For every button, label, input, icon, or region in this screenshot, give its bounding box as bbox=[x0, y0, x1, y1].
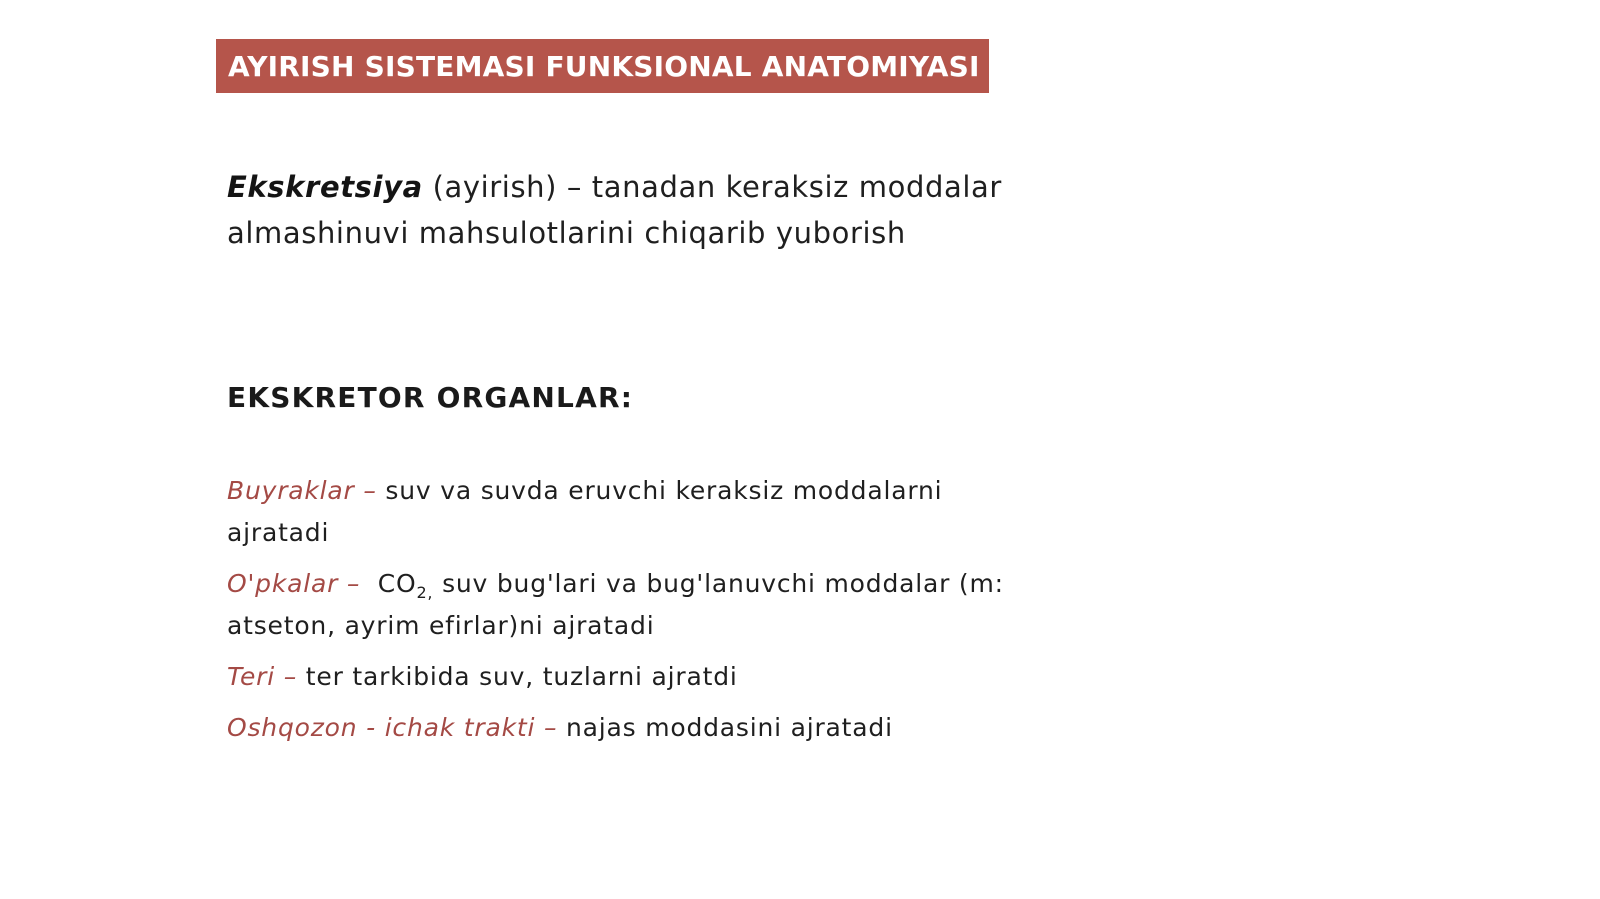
organ-name: Teri – bbox=[227, 662, 298, 691]
organ-description: suv va suvda eruvchi keraksiz moddalarni ajratadi bbox=[227, 476, 943, 547]
definition-paragraph bbox=[227, 164, 1007, 256]
organ-name: Buyraklar – bbox=[227, 476, 377, 505]
title-banner bbox=[216, 39, 989, 93]
organ-item-oshqozon-ichak bbox=[227, 707, 1007, 749]
organ-name: Oshqozon - ichak trakti – bbox=[227, 713, 558, 742]
organ-description: suv bug'lari va bug'lanuvchi moddalar (m: atseton, ayrim efirlar)ni ajratadi bbox=[227, 569, 1004, 640]
definition-text: (ayirish) – tanadan keraksiz moddalar almashinuvi mahsulotlarini chiqarib yuborish bbox=[227, 170, 1002, 250]
organ-list bbox=[227, 470, 1007, 758]
organ-description: najas moddasini ajratadi bbox=[557, 713, 893, 742]
organ-name: O'pkalar – bbox=[227, 569, 361, 598]
organ-item-buyraklar bbox=[227, 470, 1007, 554]
definition-term: Ekskretsiya bbox=[227, 170, 423, 204]
section-heading: EKSKRETOR ORGANLAR: bbox=[227, 381, 634, 414]
formula-subscript: 2, bbox=[416, 583, 434, 602]
formula-main: CO bbox=[377, 569, 417, 598]
organ-description: ter tarkibida suv, tuzlarni ajratdi bbox=[297, 662, 738, 691]
slide-title: AYIRISH SISTEMASI FUNKSIONAL ANATOMIYASI bbox=[228, 49, 980, 83]
organ-item-opkalar bbox=[227, 563, 1007, 647]
organ-item-teri bbox=[227, 656, 1007, 698]
formula-co2 bbox=[377, 569, 434, 602]
